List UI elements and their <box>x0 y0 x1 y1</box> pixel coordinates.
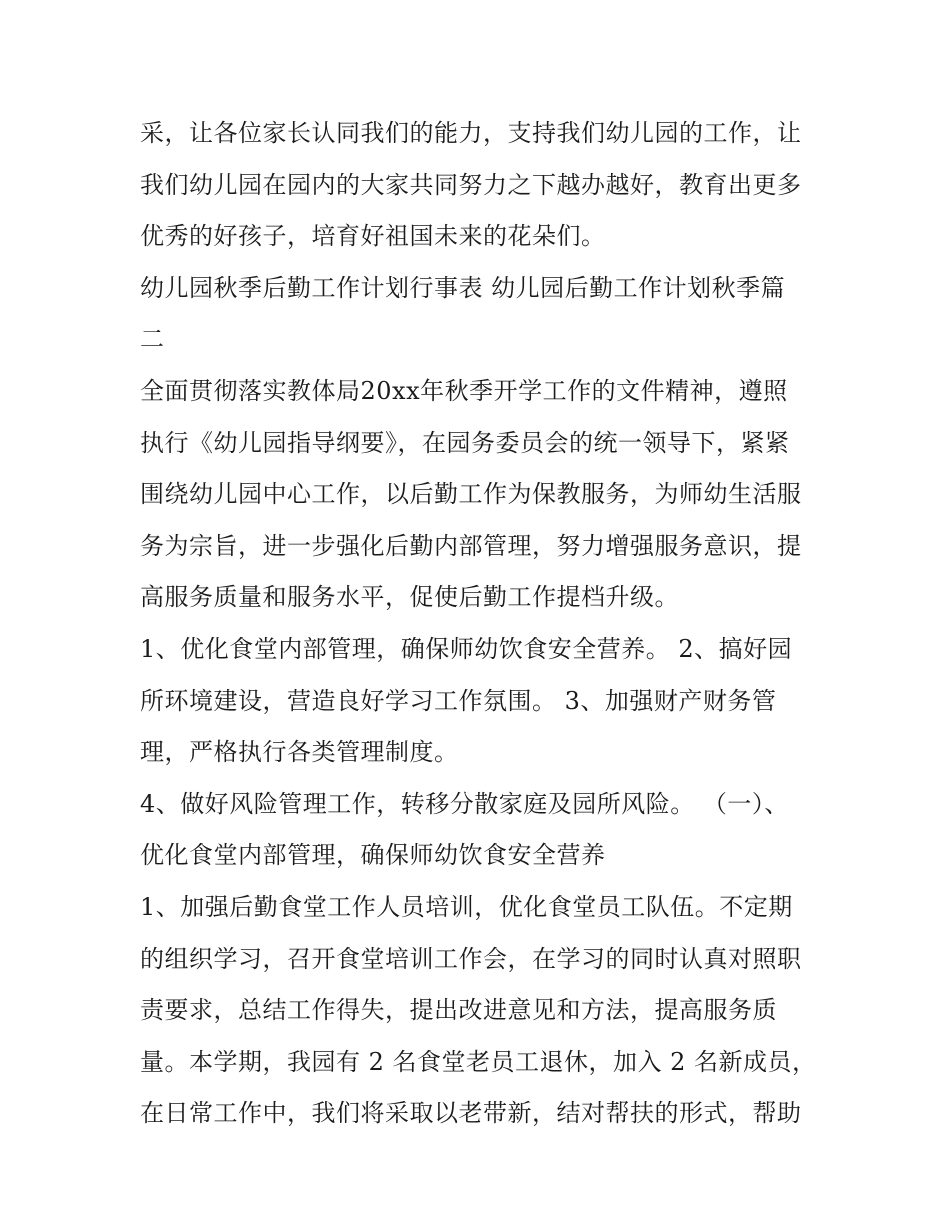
section-heading-line: 幼儿园秋季后勤工作计划行事表 幼儿园后勤工作计划秋季篇 <box>140 273 786 302</box>
text-line: 的组织学习，召开食堂培训工作会，在学习的同时认真对照职 <box>140 944 802 973</box>
list-item-line: 理，严格执行各类管理制度。 <box>140 738 459 767</box>
text-line: 围绕幼儿园中心工作，以后勤工作为保教服务，为师幼生活服 <box>140 480 802 509</box>
list-item-line: 4、做好风险管理工作，转移分散家庭及园所风险。 （一）、 <box>140 789 789 818</box>
subheading-line: 优化食堂内部管理，确保师幼饮食安全营养 <box>140 841 606 870</box>
section-heading-line: 二 <box>140 325 165 354</box>
text-line: 高服务质量和服务水平，促使后勤工作提档升级。 <box>140 583 679 612</box>
text-line: 采，让各位家长认同我们的能力，支持我们幼儿园的工作，让 <box>140 119 802 147</box>
document-body <box>140 108 820 1140</box>
text-line: 全面贯彻落实教体局20xx年秋季开学工作的文件精神，遵照 <box>140 376 788 405</box>
text-line: 务为宗旨，进一步强化后勤内部管理，努力增强服务意识，提 <box>140 531 802 560</box>
list-item-line: 1、优化食堂内部管理，确保师幼饮食安全营养。 2、搞好园 <box>140 634 793 663</box>
text-line: 执行《幼儿园指导纲要》，在园务委员会的统一领导下，紧紧 <box>140 428 790 457</box>
text-line: 优秀的好孩子，培育好祖国未来的花朵们。 <box>140 222 606 251</box>
text-line: 量。本学期，我园有 2 名食堂老员工退休，加入 2 名新成员， <box>140 1047 817 1076</box>
list-item-line: 所环境建设，营造良好学习工作氛围。 3、加强财产财务管 <box>140 686 777 715</box>
text-line: 责要求，总结工作得失，提出改进意见和方法，提高服务质 <box>140 996 777 1025</box>
text-line: 我们幼儿园在园内的大家共同努力之下越办越好，教育出更多 <box>140 170 802 199</box>
text-line: 在日常工作中，我们将采取以老带新，结对帮扶的形式，帮助 <box>140 1099 802 1128</box>
text-line: 1、加强后勤食堂工作人员培训，优化食堂员工队伍。不定期 <box>140 892 793 921</box>
